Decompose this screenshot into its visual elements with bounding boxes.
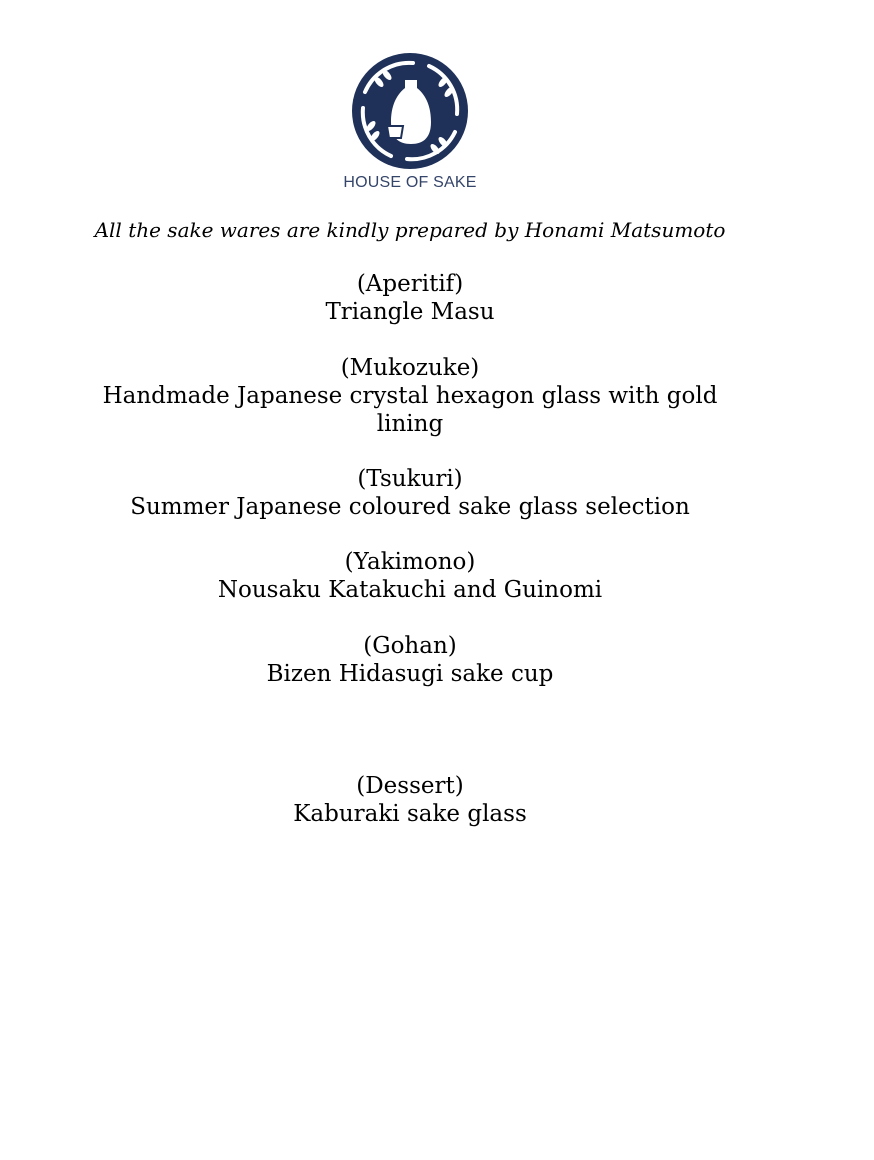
- course-gohan: [70, 632, 750, 688]
- course-item: Kaburaki sake glass: [293, 801, 527, 827]
- course-title: (Mukozuke): [340, 355, 480, 381]
- house-of-sake-logo: [330, 52, 490, 192]
- course-title: (Aperitif): [356, 271, 464, 297]
- credit-line: All the sake wares are kindly prepared by Honami Matsumoto: [94, 218, 726, 242]
- course-tsukuri: [70, 465, 750, 521]
- course-aperitif: [70, 270, 750, 326]
- course-item: Summer Japanese coloured sake glass selection: [130, 494, 690, 520]
- course-title: (Gohan): [363, 633, 457, 659]
- course-list: [70, 270, 750, 828]
- sake-bottle-logo-icon: [351, 52, 469, 170]
- course-item: Handmade Japanese crystal hexagon glass with gold lining: [102, 383, 718, 437]
- logo-text: HOUSE OF SAKE: [343, 174, 477, 191]
- course-title: (Dessert): [356, 773, 464, 799]
- course-mukozuke: [70, 354, 750, 438]
- course-title: (Tsukuri): [357, 466, 463, 492]
- course-item: Triangle Masu: [325, 299, 495, 325]
- course-yakimono: [70, 548, 750, 604]
- course-title: (Yakimono): [344, 549, 476, 575]
- course-dessert: [70, 772, 750, 828]
- course-item: Nousaku Katakuchi and Guinomi: [217, 577, 603, 603]
- course-item: Bizen Hidasugi sake cup: [266, 661, 554, 687]
